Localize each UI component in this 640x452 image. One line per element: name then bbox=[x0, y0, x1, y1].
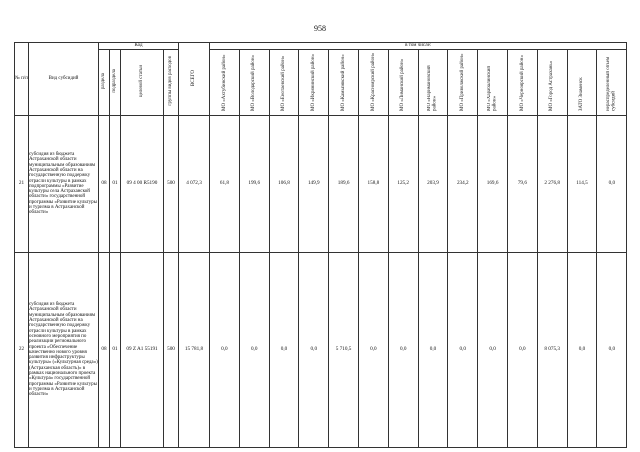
row-number: 22 bbox=[15, 252, 29, 447]
municipality-value: 0,0 bbox=[448, 252, 478, 447]
municipality-value: 0,0 bbox=[239, 252, 269, 447]
municipality-value: 106,8 bbox=[269, 116, 299, 253]
row-number: 21 bbox=[15, 116, 29, 253]
group-code: 500 bbox=[164, 252, 179, 447]
code-header: Код bbox=[99, 43, 179, 50]
municipality-value: 61,8 bbox=[210, 116, 240, 253]
section-code: 08 bbox=[99, 252, 110, 447]
subsection-code: 01 bbox=[110, 252, 121, 447]
municipality-value: 149,9 bbox=[299, 116, 329, 253]
municipality-value: 79,6 bbox=[507, 116, 537, 253]
municipality-header: ЗАТО Знаменск bbox=[567, 50, 597, 116]
code-col-header: целевой статьи bbox=[121, 50, 164, 116]
code-col-header: раздела bbox=[99, 50, 110, 116]
subsidy-table bbox=[14, 42, 627, 448]
municipality-value: 169,6 bbox=[478, 116, 508, 253]
group-code: 500 bbox=[164, 116, 179, 253]
municipality-value: 8 075,3 bbox=[537, 252, 567, 447]
municipality-value: 2 276,8 bbox=[537, 116, 567, 253]
section-code: 08 bbox=[99, 116, 110, 253]
target-code: 09 4 00 R5190 bbox=[121, 116, 164, 253]
municipality-value: 0,0 bbox=[567, 252, 597, 447]
including-header: в том числе: bbox=[210, 43, 627, 50]
municipality-value: 0,0 bbox=[418, 252, 448, 447]
municipality-value: 203,9 bbox=[418, 116, 448, 253]
total-value: 4 072,3 bbox=[179, 116, 210, 253]
subsidy-name: субсидия из бюджета Астраханской области муниципальным образованиям Астраханской области на государственную поддержку отрасли культуры в рамках подпрограммы «Развитие культуры села Астраханской области» государственной программы «Развитие культуры и туризма в Астраханской области» bbox=[29, 116, 99, 253]
municipality-value: 0,0 bbox=[269, 252, 299, 447]
municipality-value: 0,0 bbox=[507, 252, 537, 447]
municipality-header: МО «Камызякский район» bbox=[329, 50, 359, 116]
table-row bbox=[15, 116, 627, 253]
num-header: № п/п bbox=[15, 43, 29, 116]
municipality-header: МО «Наримановский район» bbox=[418, 50, 448, 116]
subsidy-type-header: Вид субсидий bbox=[29, 43, 99, 116]
municipality-header: МО «Черноярский район» bbox=[507, 50, 537, 116]
municipality-value: 0,0 bbox=[597, 252, 627, 447]
municipality-header: МО «Икрянинский район» bbox=[299, 50, 329, 116]
municipality-value: 0,0 bbox=[597, 116, 627, 253]
municipality-header: МО «Володарский район» bbox=[239, 50, 269, 116]
municipality-header: МО «Харабалинский район» bbox=[478, 50, 508, 116]
code-col-header: группы видов расходов bbox=[164, 50, 179, 116]
target-code: 09 Z A1 55191 bbox=[121, 252, 164, 447]
total-value: 15 781,8 bbox=[179, 252, 210, 447]
municipality-value: 0,0 bbox=[299, 252, 329, 447]
subsidy-name: субсидия из бюджета Астраханской области муниципальным образованиям Астраханской области на государственную поддержку отрасли культуры в рамках основного мероприятия по реализации регионального проекта «Обеспечение качественно нового уровня развития инфраструктуры культуры» («Культурная среда») (Астраханская область)» в рамках национального проекта «Культура» государственной программы «Развитие культуры и туризма в Астраханской области» bbox=[29, 252, 99, 447]
municipality-value: 125,2 bbox=[388, 116, 418, 253]
municipality-value: 199,6 bbox=[239, 116, 269, 253]
municipality-header: МО «Красноярский район» bbox=[358, 50, 388, 116]
municipality-header: МО «Енотаевский район» bbox=[269, 50, 299, 116]
municipality-header: МО «Приволжский район» bbox=[448, 50, 478, 116]
municipality-header: МО «Лиманский район» bbox=[388, 50, 418, 116]
municipality-value: 0,0 bbox=[210, 252, 240, 447]
municipality-value: 5 710,5 bbox=[329, 252, 359, 447]
municipality-value: 114,5 bbox=[567, 116, 597, 253]
code-col-header: подраздела bbox=[110, 50, 121, 116]
page-number: 958 bbox=[314, 24, 326, 33]
municipality-value: 158,8 bbox=[358, 116, 388, 253]
municipality-value: 0,0 bbox=[478, 252, 508, 447]
municipality-header: МО «Город Астрахань» bbox=[537, 50, 567, 116]
municipality-value: 189,6 bbox=[329, 116, 359, 253]
municipality-value: 0,0 bbox=[388, 252, 418, 447]
municipality-value: 0,0 bbox=[358, 252, 388, 447]
municipality-value: 234,2 bbox=[448, 116, 478, 253]
total-header: ВСЕГО bbox=[179, 43, 210, 116]
table-row bbox=[15, 252, 627, 447]
municipality-header: нераспределенный объем субсидий bbox=[597, 50, 627, 116]
subsection-code: 01 bbox=[110, 116, 121, 253]
municipality-header: МО «Ахтубинский район» bbox=[210, 50, 240, 116]
